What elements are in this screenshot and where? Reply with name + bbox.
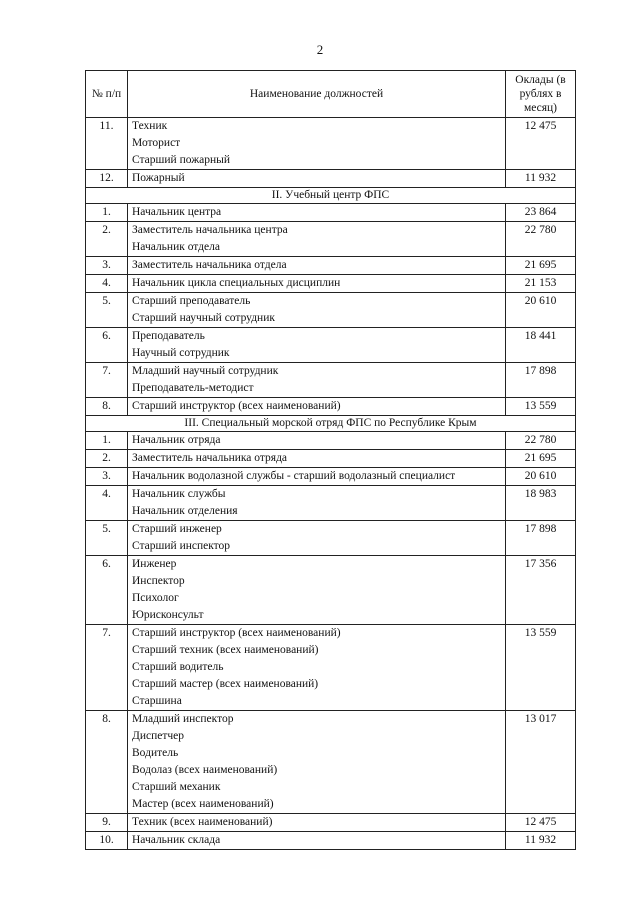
table-row: [86, 521, 576, 556]
position-name: Начальник отдела: [132, 241, 220, 253]
salary-value: 21 695: [506, 450, 576, 468]
table-row: [86, 222, 576, 257]
salary-value: 12 475: [506, 814, 576, 832]
position-name: Заместитель начальника отряда: [132, 452, 288, 464]
row-number: 3.: [86, 257, 128, 275]
position-names-cell: [128, 521, 506, 556]
row-number: 2.: [86, 450, 128, 468]
position-names-cell: [128, 450, 506, 468]
position-names-cell: [128, 328, 506, 363]
position-name: Инженер: [132, 558, 177, 570]
salary-value: 13 017: [506, 711, 576, 814]
position-name: Старший водитель: [132, 661, 224, 673]
table-row: [86, 118, 576, 170]
table-row: [86, 832, 576, 850]
table-row: [86, 363, 576, 398]
position-names-cell: [128, 556, 506, 625]
salary-value: 22 780: [506, 222, 576, 257]
table-row: [86, 450, 576, 468]
table-row: [86, 257, 576, 275]
position-names-cell: [128, 432, 506, 450]
position-names-cell: [128, 257, 506, 275]
position-names-cell: [128, 398, 506, 416]
salary-value: 17 356: [506, 556, 576, 625]
row-number: 4.: [86, 486, 128, 521]
table-body: [86, 118, 576, 850]
header-salary: Оклады (в рублях в месяц): [506, 71, 576, 118]
salary-value: 13 559: [506, 625, 576, 711]
position-name: Водитель: [132, 747, 179, 759]
position-names-cell: [128, 468, 506, 486]
salary-value: 17 898: [506, 521, 576, 556]
position-name: Преподаватель-методист: [132, 382, 254, 394]
position-names-cell: [128, 204, 506, 222]
position-name: Старший преподаватель: [132, 295, 251, 307]
position-names-cell: [128, 832, 506, 850]
position-names-cell: [128, 486, 506, 521]
position-name: Техник: [132, 120, 168, 132]
row-number: 12.: [86, 170, 128, 188]
position-name: Старший научный сотрудник: [132, 312, 275, 324]
position-names-cell: [128, 293, 506, 328]
table-row: [86, 328, 576, 363]
position-name: Юрисконсульт: [132, 609, 204, 621]
salary-value: 17 898: [506, 363, 576, 398]
position-name: Моторист: [132, 137, 181, 149]
header-position: Наименование должностей: [128, 71, 506, 118]
salary-value: 12 475: [506, 118, 576, 170]
row-number: 4.: [86, 275, 128, 293]
position-names-cell: [128, 363, 506, 398]
position-name: Старший инспектор: [132, 540, 231, 552]
position-names-cell: [128, 814, 506, 832]
position-name: Старший инженер: [132, 523, 222, 535]
position-name: Начальник цикла специальных дисциплин: [132, 277, 341, 289]
position-name: Старший механик: [132, 781, 221, 793]
position-names-cell: [128, 222, 506, 257]
row-number: 11.: [86, 118, 128, 170]
salary-value: 11 932: [506, 170, 576, 188]
position-name: Начальник службы: [132, 488, 226, 500]
section-header-row: [86, 188, 576, 204]
header-num: № п/п: [86, 71, 128, 118]
table-row: [86, 170, 576, 188]
salary-value: 18 983: [506, 486, 576, 521]
position-name: Водолаз (всех наименований): [132, 764, 278, 776]
position-name: Мастер (всех наименований): [132, 798, 274, 810]
position-name: Психолог: [132, 592, 179, 604]
row-number: 5.: [86, 521, 128, 556]
position-name: Младший научный сотрудник: [132, 365, 279, 377]
salary-value: 21 153: [506, 275, 576, 293]
table-row: [86, 625, 576, 711]
table-row: [86, 486, 576, 521]
salary-value: 20 610: [506, 468, 576, 486]
table-row: [86, 204, 576, 222]
table-row: [86, 432, 576, 450]
row-number: 6.: [86, 556, 128, 625]
position-name: Старший инструктор (всех наименований): [132, 627, 341, 639]
position-name: Старший техник (всех наименований): [132, 644, 319, 656]
salary-value: 20 610: [506, 293, 576, 328]
row-number: 7.: [86, 625, 128, 711]
position-name: Преподаватель: [132, 330, 205, 342]
position-names-cell: [128, 170, 506, 188]
row-number: 5.: [86, 293, 128, 328]
position-names-cell: [128, 275, 506, 293]
position-name: Заместитель начальника отдела: [132, 259, 287, 271]
table-row: [86, 814, 576, 832]
position-name: Начальник склада: [132, 834, 221, 846]
position-name: Инспектор: [132, 575, 185, 587]
page-number: 2: [316, 42, 324, 57]
position-name: Начальник центра: [132, 206, 222, 218]
row-number: 3.: [86, 468, 128, 486]
row-number: 1.: [86, 204, 128, 222]
position-name: Младший инспектор: [132, 713, 234, 725]
section-title: III. Специальный морской отряд ФПС по Республике Крым: [86, 416, 576, 432]
row-number: 7.: [86, 363, 128, 398]
row-number: 10.: [86, 832, 128, 850]
position-name: Старшина: [132, 695, 182, 707]
position-names-cell: [128, 625, 506, 711]
position-name: Старший пожарный: [132, 154, 231, 166]
position-name: Заместитель начальника центра: [132, 224, 288, 236]
salary-value: 11 932: [506, 832, 576, 850]
table-row: [86, 293, 576, 328]
position-name: Начальник отряда: [132, 434, 221, 446]
row-number: 8.: [86, 711, 128, 814]
salary-value: 23 864: [506, 204, 576, 222]
section-title: II. Учебный центр ФПС: [86, 188, 576, 204]
salary-value: 13 559: [506, 398, 576, 416]
row-number: 2.: [86, 222, 128, 257]
salary-table: [85, 70, 576, 850]
position-name: Старший инструктор (всех наименований): [132, 400, 341, 412]
position-name: Старший мастер (всех наименований): [132, 678, 319, 690]
position-names-cell: [128, 711, 506, 814]
table-row: [86, 556, 576, 625]
row-number: 1.: [86, 432, 128, 450]
salary-value: 22 780: [506, 432, 576, 450]
section-header-row: [86, 416, 576, 432]
table-header-row: [86, 71, 576, 118]
position-names-cell: [128, 118, 506, 170]
table-row: [86, 398, 576, 416]
position-name: Диспетчер: [132, 730, 185, 742]
table-row: [86, 468, 576, 486]
position-name: Пожарный: [132, 172, 185, 184]
table-row: [86, 275, 576, 293]
salary-value: 21 695: [506, 257, 576, 275]
position-name: Научный сотрудник: [132, 347, 230, 359]
salary-value: 18 441: [506, 328, 576, 363]
position-name: Начальник водолазной службы - старший водолазный специалист: [132, 470, 456, 482]
position-name: Начальник отделения: [132, 505, 238, 517]
row-number: 6.: [86, 328, 128, 363]
position-name: Техник (всех наименований): [132, 816, 273, 828]
table-row: [86, 711, 576, 814]
row-number: 9.: [86, 814, 128, 832]
row-number: 8.: [86, 398, 128, 416]
